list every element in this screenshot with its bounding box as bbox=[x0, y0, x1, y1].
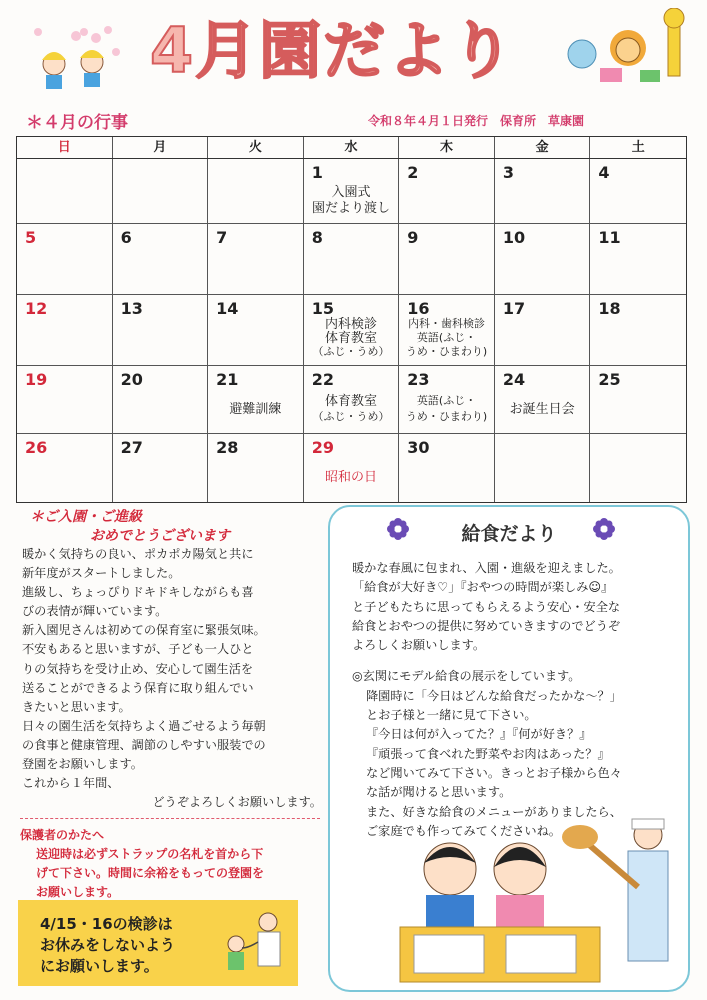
calendar-day-number: 15 bbox=[311, 299, 334, 318]
lunch-line: 給食とおやつの提供に努めていきますのでどうぞ bbox=[352, 618, 621, 633]
weekday-fri: 金 bbox=[495, 137, 591, 158]
calendar-day-cell bbox=[208, 434, 304, 502]
calendar-event: 体育教室 bbox=[324, 394, 377, 409]
lunch-text bbox=[352, 559, 682, 841]
calendar-day-cell bbox=[590, 295, 686, 366]
guardian-line: お願いします。 bbox=[36, 885, 120, 899]
calendar-day-number: 7 bbox=[216, 228, 228, 247]
calendar-day-cell bbox=[399, 366, 495, 434]
calendar-day-cell bbox=[17, 366, 113, 434]
calendar-day-number: 23 bbox=[407, 370, 430, 389]
calendar-event: 避難訓練 bbox=[229, 402, 282, 417]
calendar-day-cell bbox=[208, 224, 304, 295]
calendar-day-number: 18 bbox=[598, 299, 621, 318]
calendar-day-cell bbox=[304, 159, 400, 224]
lunch-line: 『頑張って食べれた野菜やお肉はあった？』 bbox=[366, 746, 610, 761]
greeting-closing: どうぞよろしくお願いします。 bbox=[152, 795, 322, 810]
section-divider bbox=[20, 818, 320, 819]
greeting-line: りの気持ちを受け止め、安心して園生活を bbox=[22, 661, 254, 676]
header bbox=[0, 0, 707, 110]
calendar-event: （ふじ・うめ） bbox=[312, 345, 390, 358]
lunch-newsletter bbox=[328, 505, 690, 992]
greeting-line: 新年度がスタートしました。 bbox=[22, 566, 181, 581]
calendar-day-cell bbox=[304, 295, 400, 366]
calendar-day-number: 6 bbox=[120, 228, 132, 247]
calendar-day-cell bbox=[304, 224, 400, 295]
weekday-sat: 土 bbox=[631, 140, 645, 155]
lunch-line: ご家庭でも作ってみてくださいね。 bbox=[366, 823, 561, 838]
calendar-event: 内科検診 bbox=[324, 317, 377, 332]
lunch-line: 暖かな春風に包まれ、入園・進級を迎えました。 bbox=[352, 561, 621, 575]
calendar-day-number: 25 bbox=[598, 370, 621, 389]
greeting-line: 進級し、ちょっぴりドキドキしながらも喜 bbox=[22, 585, 254, 600]
calendar-day-number: 24 bbox=[502, 370, 526, 389]
calendar-day-number: 28 bbox=[216, 438, 239, 457]
calendar-day-number: 5 bbox=[25, 228, 37, 247]
calendar-day-cell bbox=[17, 295, 113, 366]
calendar-day-number: 10 bbox=[502, 228, 526, 247]
greeting-line: びの表情が輝いています。 bbox=[22, 604, 168, 619]
calendar-event: お誕生日会 bbox=[509, 402, 575, 417]
congrats-title-line2: おめでとうございます bbox=[90, 528, 230, 544]
calendar-day-cell bbox=[113, 159, 209, 224]
greeting-line: 日々の園生活を気持ちよく過ごせるよう毎朝 bbox=[22, 718, 266, 733]
calendar-day-number: 21 bbox=[216, 370, 239, 389]
greeting-text bbox=[22, 545, 322, 812]
calendar-event: 英語(ふじ・ bbox=[416, 331, 477, 344]
calendar-day-number: 26 bbox=[25, 438, 48, 457]
checkup-notice bbox=[18, 900, 298, 986]
congrats-title bbox=[30, 508, 310, 546]
calendar-day-cell bbox=[495, 295, 591, 366]
newsletter-title: 4月園だより bbox=[150, 14, 516, 87]
weekday-wed: 水 bbox=[304, 137, 400, 158]
calendar-day-cell bbox=[399, 434, 495, 502]
calendar-day-cell bbox=[113, 295, 209, 366]
lunch-title: 給食だより bbox=[461, 523, 557, 545]
calendar-day-cell bbox=[208, 295, 304, 366]
calendar-day-cell bbox=[113, 224, 209, 295]
calendar-day-number: 2 bbox=[407, 163, 419, 182]
calendar-day-cell bbox=[399, 159, 495, 224]
calendar-day-number: 27 bbox=[120, 438, 143, 457]
events-calendar bbox=[16, 136, 687, 503]
calendar-day-number: 11 bbox=[598, 228, 621, 247]
lunch-line: とお子様と一緒に見て下さい。 bbox=[366, 708, 537, 723]
calendar-event: 英語(ふじ・ bbox=[416, 394, 477, 407]
calendar-event: 昭和の日 bbox=[324, 470, 377, 485]
calendar-day-number: 1 bbox=[311, 163, 323, 182]
calendar-event: （ふじ・うめ） bbox=[312, 410, 390, 423]
calendar-day-cell bbox=[208, 366, 304, 434]
calendar-day-number: 19 bbox=[25, 370, 48, 389]
calendar-day-cell bbox=[17, 434, 113, 502]
greeting-line: きたいと思います。 bbox=[22, 699, 131, 714]
calendar-day-number: 9 bbox=[407, 228, 419, 247]
calendar-day-number: 4 bbox=[598, 163, 610, 182]
checkup-line: お休みをしないよう bbox=[40, 936, 176, 954]
calendar-day-cell bbox=[495, 434, 591, 502]
greeting-line: の食事と健康管理、調節のしやすい服装での bbox=[22, 737, 266, 752]
greeting-line: 新入園児さんは初めての保育室に緊張気味。 bbox=[22, 623, 266, 638]
calendar-day-cell bbox=[495, 159, 591, 224]
calendar-event: うめ・ひまわり) bbox=[405, 410, 488, 423]
kids-with-hats-icon bbox=[26, 22, 136, 92]
lunch-line: 「給食が大好き♡」『おやつの時間が楽しみ☺』 bbox=[352, 580, 614, 595]
calendar-day-cell bbox=[113, 366, 209, 434]
calendar-day-number: 29 bbox=[311, 438, 334, 457]
flower-icon bbox=[592, 517, 616, 541]
lunch-line: など聞いてみて下さい。きっとお子様から色々 bbox=[366, 765, 622, 780]
calendar-day-cell bbox=[399, 295, 495, 366]
calendar-day-cell bbox=[590, 366, 686, 434]
calendar-day-number: 14 bbox=[216, 299, 239, 318]
weekday-sun: 日 bbox=[17, 137, 113, 158]
checkup-line: にお願いします。 bbox=[40, 957, 159, 975]
calendar-day-number: 8 bbox=[311, 228, 323, 247]
greeting-line: 送ることができるよう保育に取り組んでい bbox=[22, 680, 254, 695]
lunch-line: また、好きな給食のメニューがありましたら、 bbox=[366, 804, 622, 819]
checkup-notice-text bbox=[40, 914, 175, 977]
calendar-event: 内科・歯科検診 bbox=[408, 317, 486, 330]
calendar-event: 体育教室 bbox=[324, 331, 377, 346]
lunch-line: よろしくお願いします。 bbox=[352, 638, 486, 653]
school-lunch-icon bbox=[380, 817, 680, 987]
calendar-day-number: 30 bbox=[407, 438, 430, 457]
weekday-thu: 木 bbox=[399, 137, 495, 158]
checkup-line: 4/15・16の検診は bbox=[40, 915, 173, 933]
greeting-line: 登園をお願いします。 bbox=[22, 757, 143, 772]
calendar-day-cell bbox=[304, 366, 400, 434]
calendar-day-cell bbox=[590, 224, 686, 295]
calendar-day-number: 13 bbox=[120, 299, 143, 318]
events-heading: ＊４月の行事 bbox=[26, 113, 128, 133]
weekday-mon: 月 bbox=[113, 137, 209, 158]
congrats-title-line1: ＊ご入園・ご進級 bbox=[30, 509, 142, 525]
calendar-day-cell bbox=[113, 434, 209, 502]
calendar-day-number: 3 bbox=[502, 163, 514, 182]
calendar-event: 園だより渡し bbox=[311, 201, 390, 216]
issue-line: 令和８年４月１日発行 保育所 草康園 bbox=[368, 114, 585, 128]
guardian-note bbox=[36, 845, 318, 902]
lunch-spacer bbox=[352, 655, 682, 667]
animal-friends-icon bbox=[560, 8, 700, 90]
lunch-line: と子どもたちに思ってもらえるよう安心・安全な bbox=[352, 599, 621, 614]
guardian-title: 保護者のかたへ bbox=[20, 828, 105, 842]
calendar-day-number: 22 bbox=[311, 370, 334, 389]
greeting-line: 暖かく気持ちの良い、ポカポカ陽気と共に bbox=[22, 547, 254, 561]
doctor-checkup-icon bbox=[214, 904, 292, 982]
guardian-line: げて下さい。時間に余裕をもっての登園を bbox=[36, 866, 265, 880]
calendar-weekday-header bbox=[17, 137, 686, 159]
lunch-line: 『今日は何が入ってた？』『何が好き？』 bbox=[366, 727, 592, 742]
greeting-line: 不安もあると思いますが、子ども一人ひと bbox=[22, 642, 254, 657]
calendar-day-cell bbox=[495, 224, 591, 295]
calendar-day-cell bbox=[208, 159, 304, 224]
calendar-event: 入園式 bbox=[331, 185, 371, 200]
greeting-line: これから１年間、 bbox=[22, 776, 120, 791]
calendar-day-cell bbox=[590, 434, 686, 502]
guardian-line: 送迎時は必ずストラップの名札を首から下 bbox=[36, 847, 264, 861]
calendar-day-cell bbox=[304, 434, 400, 502]
calendar-day-cell bbox=[17, 224, 113, 295]
calendar-day-number: 16 bbox=[407, 299, 430, 318]
calendar-day-number: 12 bbox=[25, 299, 48, 318]
calendar-event: うめ・ひまわり) bbox=[405, 345, 488, 358]
weekday-tue: 火 bbox=[208, 137, 304, 158]
calendar-day-cell bbox=[495, 366, 591, 434]
calendar-day-cell bbox=[399, 224, 495, 295]
lunch-line: 降園時に「今日はどんな給食だったかな～？」 bbox=[366, 688, 622, 703]
calendar-day-cell bbox=[17, 159, 113, 224]
lunch-line: な話が聞けると思います。 bbox=[366, 785, 512, 800]
calendar-grid bbox=[17, 159, 686, 502]
lunch-para2-head: ◎玄関にモデル給食の展示をしています。 bbox=[352, 669, 581, 684]
calendar-day-cell bbox=[590, 159, 686, 224]
calendar-day-number: 20 bbox=[120, 370, 143, 389]
calendar-day-number: 17 bbox=[502, 299, 526, 318]
